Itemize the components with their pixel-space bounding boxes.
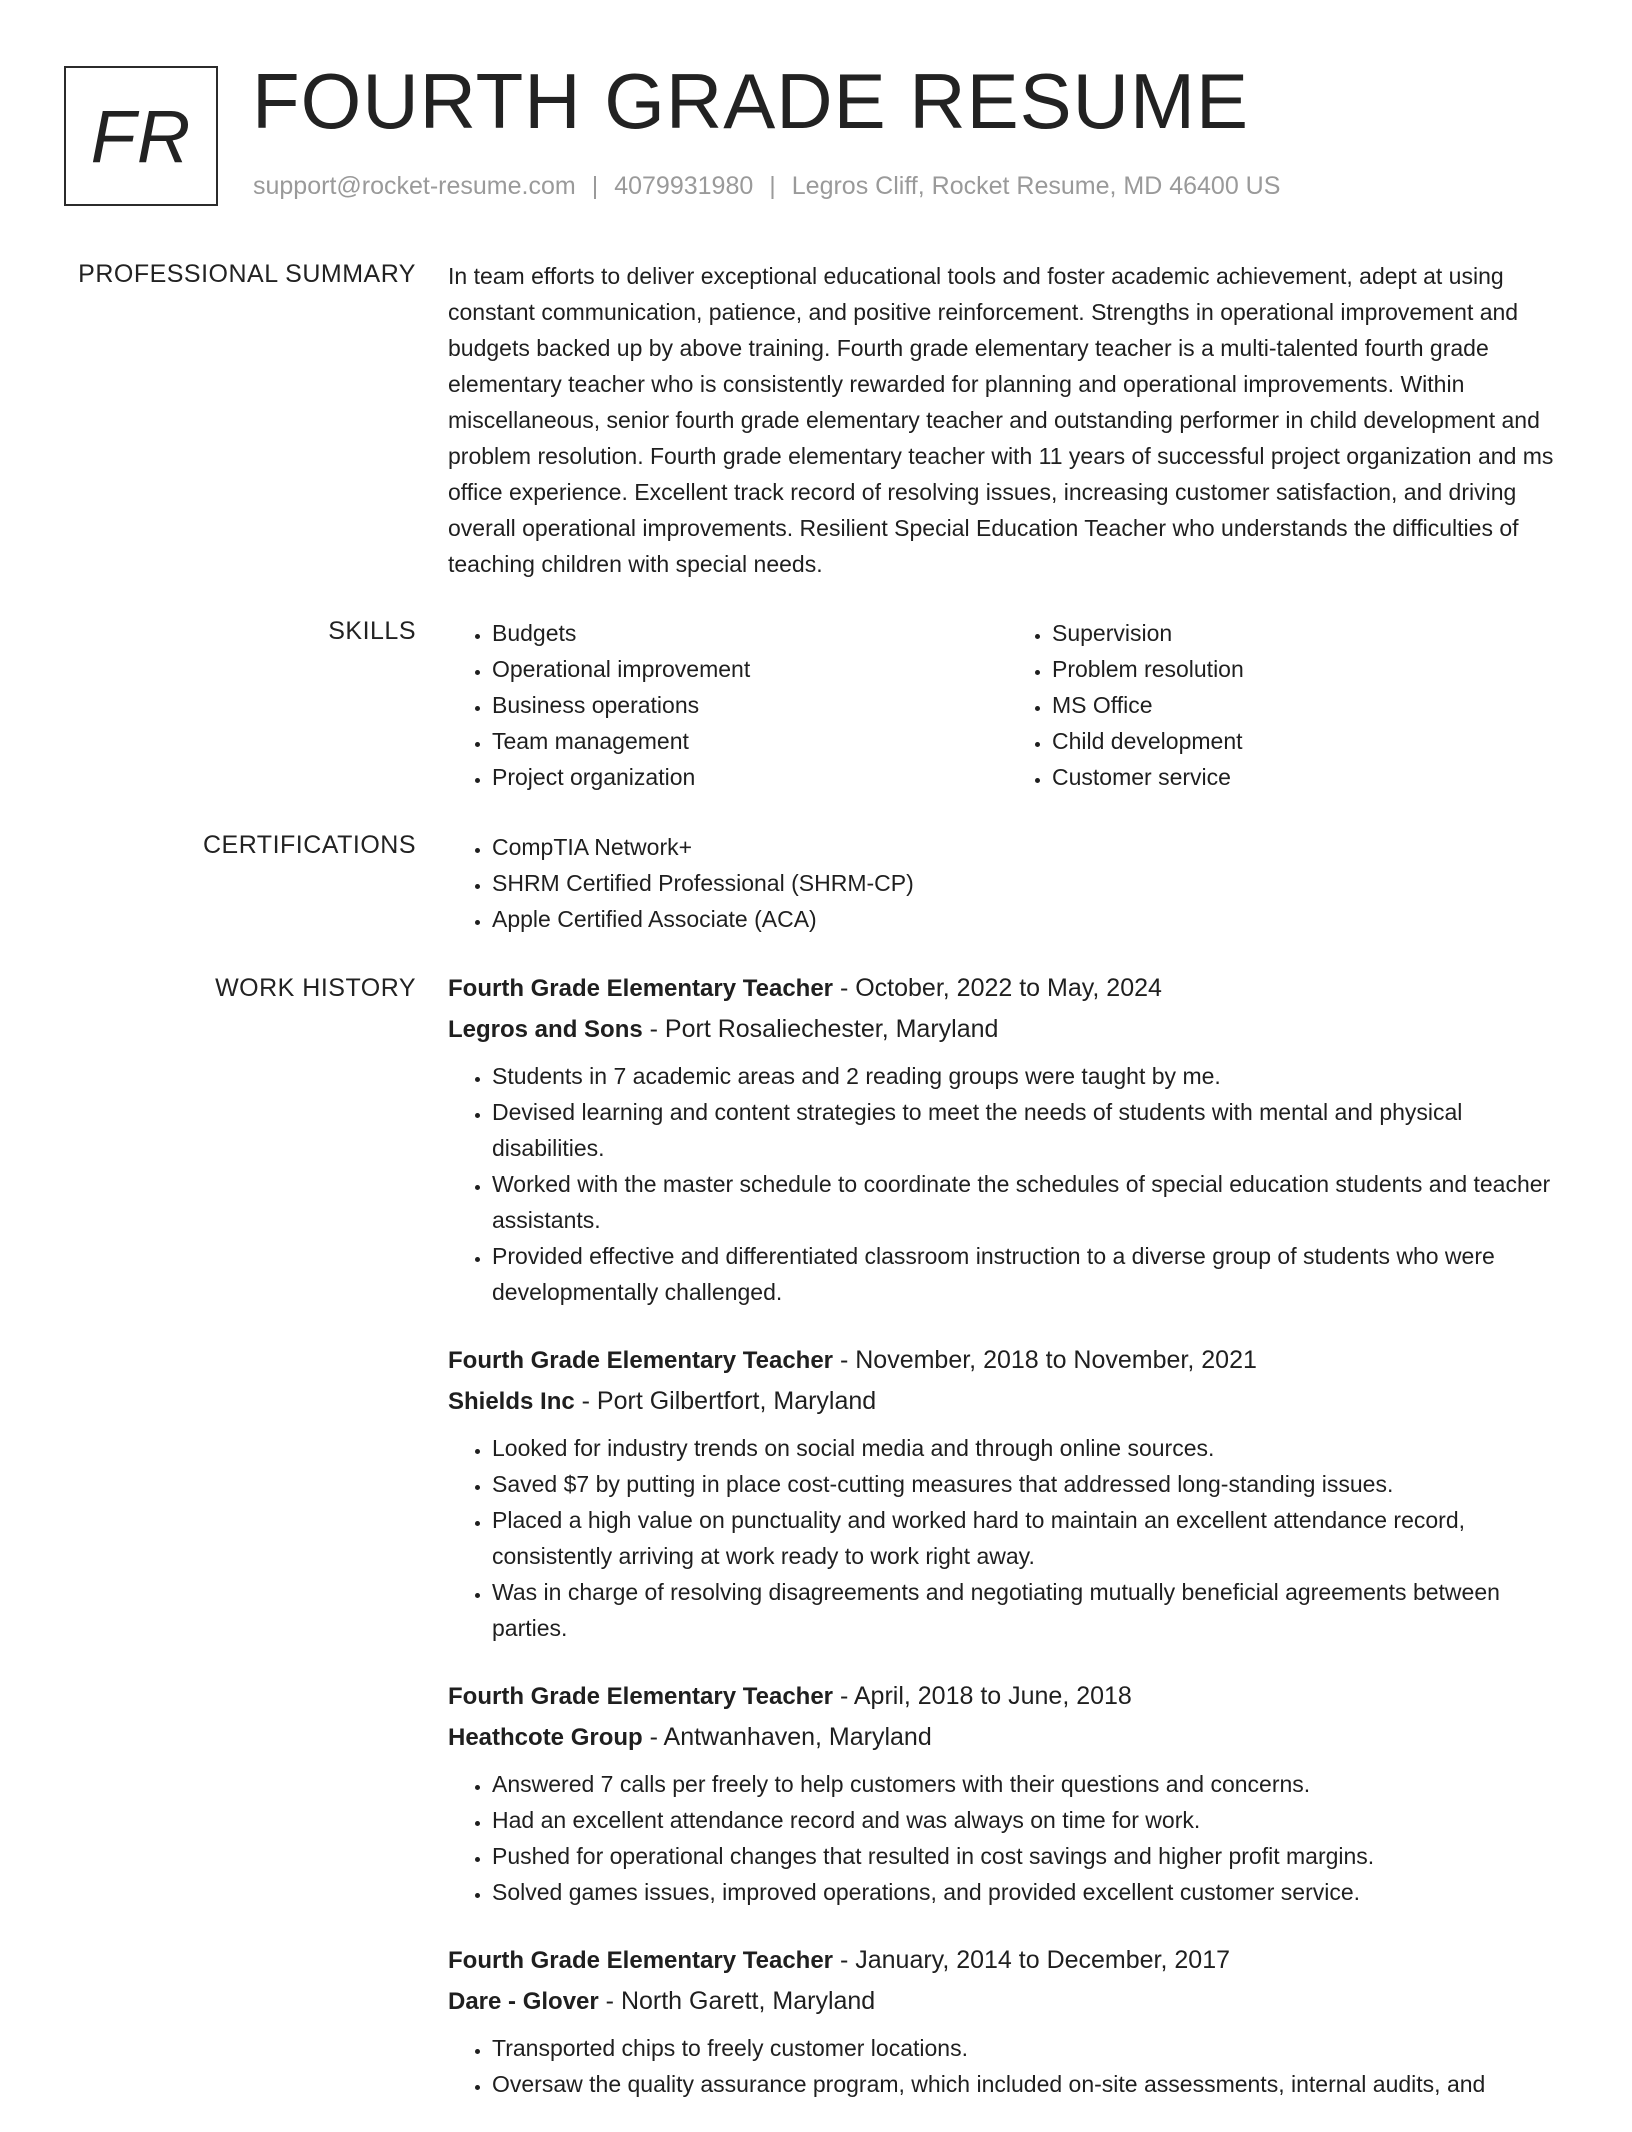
list-item: • Problem resolution bbox=[1052, 651, 1568, 687]
list-item: • Budgets bbox=[492, 615, 1008, 651]
job-title-line: Fourth Grade Elementary Teacher - October, 2022 to May, 2024 bbox=[448, 974, 1162, 1002]
list-item: • Devised learning and content strategies to meet the needs of students with mental and physical disabilities. bbox=[492, 1094, 1568, 1166]
job-entry bbox=[448, 1340, 1568, 1646]
job-company: Legros and Sons bbox=[448, 1016, 643, 1043]
section-label-work-history: WORK HISTORY bbox=[215, 974, 416, 1002]
resume-title: FOURTH GRADE RESUME bbox=[252, 57, 1249, 145]
job-location: Antwanhaven, Maryland bbox=[663, 1723, 932, 1751]
certifications-body bbox=[448, 829, 1568, 937]
contact-line bbox=[253, 172, 1280, 201]
monogram-box bbox=[64, 66, 218, 206]
job-bullets bbox=[448, 1430, 1568, 1646]
contact-separator: | bbox=[769, 172, 776, 200]
contact-separator: | bbox=[591, 172, 599, 200]
list-item: • Students in 7 academic areas and 2 reading groups were taught by me. bbox=[492, 1058, 1568, 1094]
skills-list-left bbox=[448, 615, 1008, 795]
section-label-certifications: CERTIFICATIONS bbox=[202, 831, 416, 859]
job-bullets bbox=[448, 1766, 1568, 1910]
section-label-skills: SKILLS bbox=[328, 617, 416, 645]
list-item: • Looked for industry trends on social media and through online sources. bbox=[492, 1430, 1568, 1466]
job-title: Fourth Grade Elementary Teacher bbox=[448, 1947, 834, 1974]
list-item: • MS Office bbox=[1052, 687, 1568, 723]
job-company: Heathcote Group bbox=[448, 1724, 643, 1751]
contact-phone: 4079931980 bbox=[614, 172, 754, 200]
contact-address: Legros Cliff, Rocket Resume, MD 46400 US bbox=[791, 172, 1281, 200]
job-bullets bbox=[448, 1058, 1568, 1310]
list-item: • Operational improvement bbox=[492, 651, 1008, 687]
certifications-list bbox=[448, 829, 1568, 937]
job-dates: November, 2018 to November, 2021 bbox=[855, 1346, 1257, 1374]
job-dates: January, 2014 to December, 2017 bbox=[855, 1946, 1231, 1974]
job-location: North Garett, Maryland bbox=[620, 1987, 876, 2015]
list-item: • Project organization bbox=[492, 759, 1008, 795]
list-item: • Answered 7 calls per freely to help customers with their questions and concerns. bbox=[492, 1766, 1568, 1802]
list-item: • Supervision bbox=[1052, 615, 1568, 651]
job-company-line: Heathcote Group - Antwanhaven, Maryland bbox=[448, 1723, 932, 1751]
contact-email: support@rocket-resume.com bbox=[253, 172, 576, 200]
job-title: Fourth Grade Elementary Teacher bbox=[448, 975, 834, 1002]
list-item: • Placed a high value on punctuality and worked hard to maintain an excellent attendance record, consistently arriving at work ready to work right away. bbox=[492, 1502, 1568, 1574]
job-entry bbox=[448, 1676, 1568, 1910]
summary-body bbox=[448, 258, 1568, 582]
list-item: • Worked with the master schedule to coordinate the schedules of special education students and teacher assistants. bbox=[492, 1166, 1568, 1238]
section-label-summary: PROFESSIONAL SUMMARY bbox=[78, 260, 416, 288]
job-entry bbox=[448, 968, 1568, 1310]
job-company-line: Dare - Glover - North Garett, Maryland bbox=[448, 1987, 876, 2015]
job-company: Shields Inc bbox=[448, 1388, 575, 1415]
list-item: • Customer service bbox=[1052, 759, 1568, 795]
list-item: • Had an excellent attendance record and was always on time for work. bbox=[492, 1802, 1568, 1838]
job-title-line: Fourth Grade Elementary Teacher - April, 2018 to June, 2018 bbox=[448, 1682, 1132, 1710]
job-location: Port Rosaliechester, Maryland bbox=[664, 1015, 999, 1043]
list-item: • Apple Certified Associate (ACA) bbox=[492, 901, 1568, 937]
skills-body bbox=[448, 615, 1568, 795]
job-title-line: Fourth Grade Elementary Teacher - January, 2014 to December, 2017 bbox=[448, 1946, 1231, 1974]
monogram-initials: FR bbox=[90, 94, 192, 178]
list-item: • SHRM Certified Professional (SHRM-CP) bbox=[492, 865, 1568, 901]
skills-list-right bbox=[1008, 615, 1568, 795]
list-item: • Oversaw the quality assurance program, which included on-site assessments, internal audits, and bbox=[492, 2066, 1568, 2102]
work-history-body bbox=[448, 968, 1568, 2132]
job-company-line: Legros and Sons - Port Rosaliechester, Maryland bbox=[448, 1015, 999, 1043]
job-dates: October, 2022 to May, 2024 bbox=[855, 974, 1162, 1002]
job-entry bbox=[448, 1940, 1568, 2102]
job-bullets bbox=[448, 2030, 1568, 2102]
job-location: Port Gilbertfort, Maryland bbox=[596, 1387, 877, 1415]
summary-text: In team efforts to deliver exceptional educational tools and foster academic achievement, adept at using constant communication, patience, and positive reinforcement. Strengths in operational improvement and budgets backed up by above training. Fourth grade elementary teacher is a multi-talented fourth grade elementary teacher who is consistently rewarded for planning and operational improvements. Within miscellaneous, senior fourth grade elementary teacher and outstanding performer in child development and problem resolution. Fourth grade elementary teacher with 11 years of successful project organization and ms office experience. Excellent track record of resolving issues, increasing customer satisfaction, and driving overall operational improvements. Resilient Special Education Teacher who understands the difficulties of teaching children with special needs. bbox=[448, 263, 1554, 577]
list-item: • Team management bbox=[492, 723, 1008, 759]
job-title: Fourth Grade Elementary Teacher bbox=[448, 1347, 834, 1374]
list-item: • Was in charge of resolving disagreements and negotiating mutually beneficial agreements between parties. bbox=[492, 1574, 1568, 1646]
list-item: • Provided effective and differentiated classroom instruction to a diverse group of students who were developmentally challenged. bbox=[492, 1238, 1568, 1310]
list-item: • Solved games issues, improved operations, and provided excellent customer service. bbox=[492, 1874, 1568, 1910]
job-title: Fourth Grade Elementary Teacher bbox=[448, 1683, 834, 1710]
job-title-line: Fourth Grade Elementary Teacher - November, 2018 to November, 2021 bbox=[448, 1346, 1257, 1374]
list-item: • Transported chips to freely customer locations. bbox=[492, 2030, 1568, 2066]
list-item: • Pushed for operational changes that resulted in cost savings and higher profit margins. bbox=[492, 1838, 1568, 1874]
list-item: • Child development bbox=[1052, 723, 1568, 759]
job-company: Dare - Glover bbox=[448, 1988, 599, 2015]
job-company-line: Shields Inc - Port Gilbertfort, Maryland bbox=[448, 1387, 877, 1415]
list-item: • Saved $7 by putting in place cost-cutting measures that addressed long-standing issues. bbox=[492, 1466, 1568, 1502]
list-item: • CompTIA Network+ bbox=[492, 829, 1568, 865]
job-dates: April, 2018 to June, 2018 bbox=[853, 1682, 1132, 1710]
list-item: • Business operations bbox=[492, 687, 1008, 723]
